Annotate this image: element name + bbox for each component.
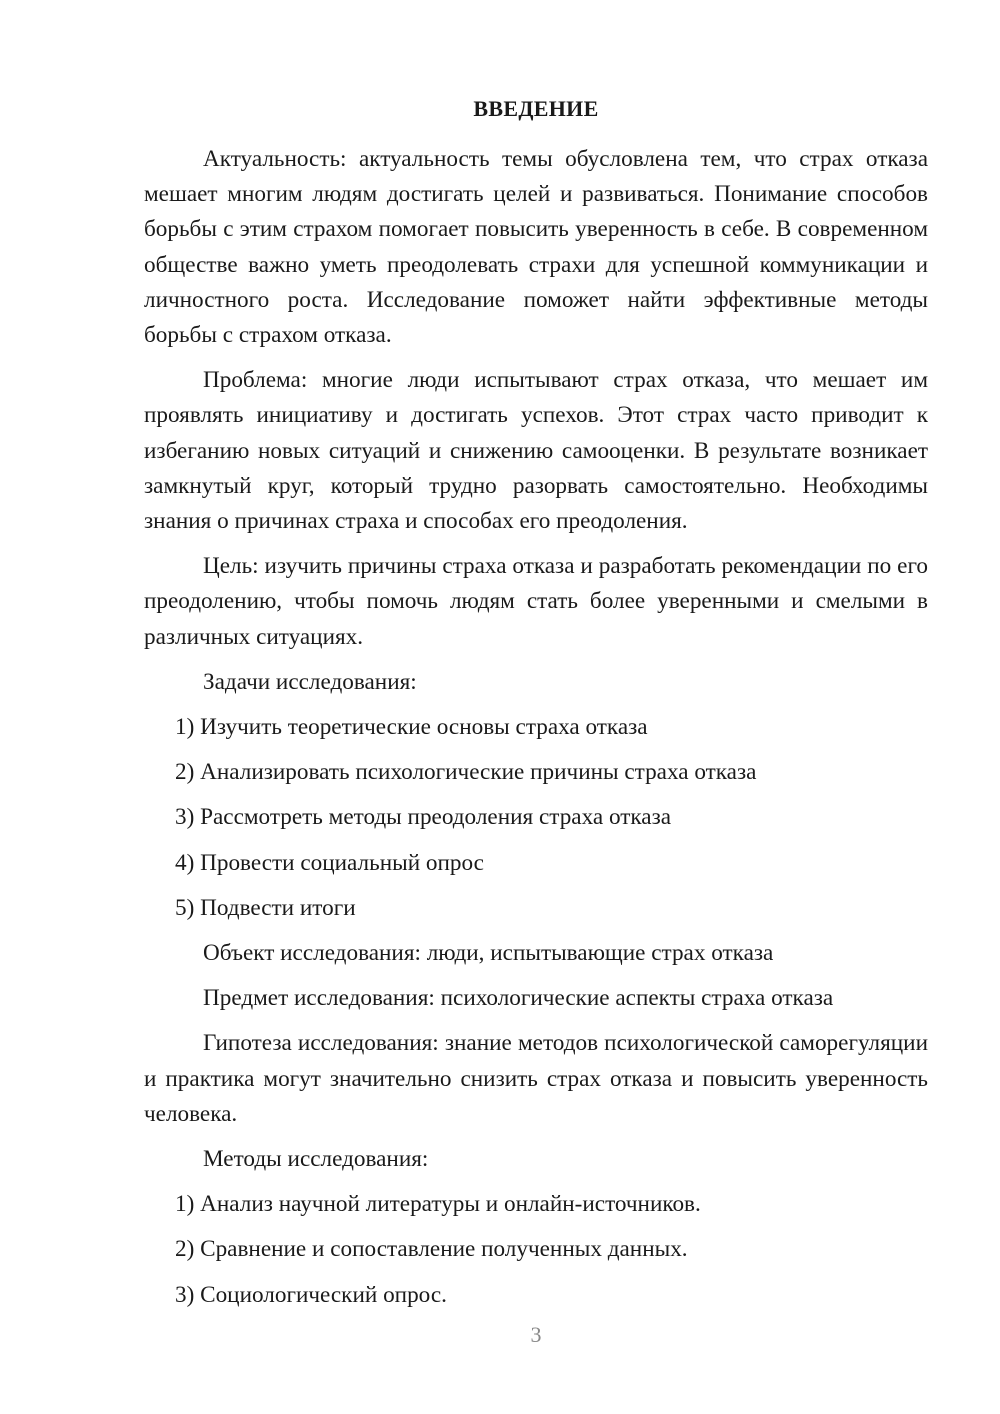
relevance-paragraph: Актуальность: актуальность темы обусловлена тем, что страх отказа мешает многим людям достигать целей и развиваться. Понимание способов борьбы с этим страхом помогает повысить уверенность в себе. В современном обществе важно уметь преодолевать страхи для успешной коммуникации и личностного роста. Исследование поможет найти эффективные методы борьбы с страхом отказа. [144,146,928,349]
list-item: 1) Изучить теоретические основы страха отказа [175,714,648,741]
goal-paragraph: Цель: изучить причины страха отказа и разработать рекомендации по его преодолению, чтобы помочь людям стать более уверенными и смелыми в различных ситуациях. [144,553,928,650]
list-item: 4) Провести социальный опрос [175,849,484,876]
methods-list [144,1187,928,1313]
page-heading: ВВЕДЕНИЕ [473,96,599,121]
tasks-list [144,710,928,926]
hypothesis-paragraph: Гипотеза исследования: знание методов психологической саморегуляции и практика могут значительно снизить страх отказа и повысить уверенность человека. [144,1030,928,1127]
list-item: 1) Анализ научной литературы и онлайн-источников. [175,1191,701,1218]
object-line: Объект исследования: люди, испытывающие страх отказа [203,940,774,967]
list-item: 2) Анализировать психологические причины страха отказа [175,759,757,786]
list-item: 5) Подвести итоги [175,894,356,921]
list-item: 3) Социологический опрос. [175,1281,447,1308]
problem-paragraph: Проблема: многие люди испытывают страх отказа, что мешает им проявлять инициативу и достигать успехов. Этот страх часто приводит к избеганию новых ситуаций и снижению самооценки. В результате возникает замкнутый круг, который трудно разорвать самостоятельно. Необходимы знания о причинах страха и способах его преодоления. [144,367,928,535]
list-item: 2) Сравнение и сопоставление полученных данных. [175,1236,688,1263]
page-number: 3 [530,1322,542,1347]
list-item: 3) Рассмотреть методы преодоления страха отказа [175,804,672,831]
subject-line: Предмет исследования: психологические аспекты страха отказа [203,985,834,1012]
methods-title: Методы исследования: [203,1146,429,1173]
tasks-title: Задачи исследования: [203,668,417,695]
page-content [144,142,928,1323]
